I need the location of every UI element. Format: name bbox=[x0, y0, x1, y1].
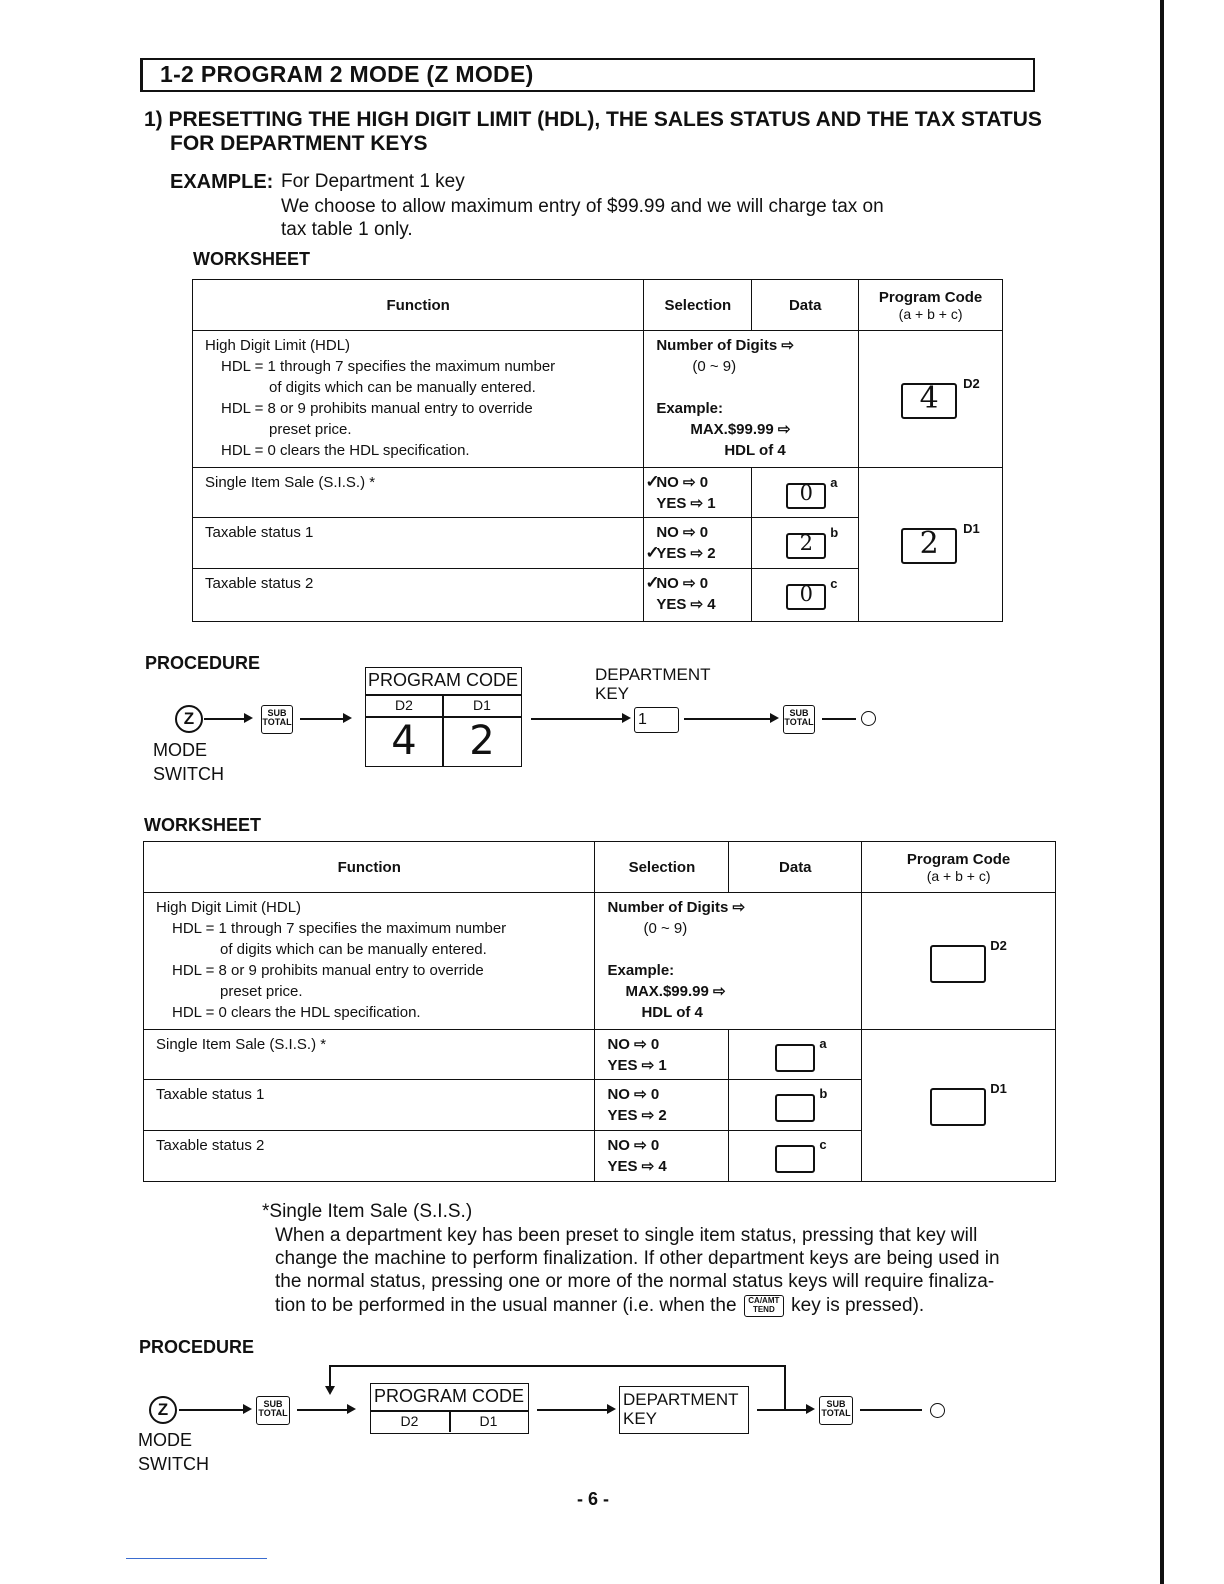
mode-label: MODE bbox=[153, 740, 207, 760]
tax2-data-cell: 0 c bbox=[752, 569, 859, 622]
footnote-line4: tion to be performed in the usual manner (i.e. when the CA/AMT TEND key is pressed). bbox=[275, 1295, 925, 1316]
tax2-selection-cell: ✓ NO ⇨ 0 YES ⇨ 4 bbox=[644, 569, 752, 622]
subtotal-key-icon[interactable]: SUB TOTAL bbox=[261, 705, 293, 734]
tax1-check-mark: ✓ bbox=[645, 543, 660, 562]
d1-label: D1 bbox=[990, 1081, 1007, 1096]
flow-line bbox=[297, 1409, 349, 1411]
tax2-selection-cell: NO ⇨ 0 YES ⇨ 4 bbox=[595, 1131, 729, 1182]
b-value-box: 2 bbox=[786, 533, 826, 559]
c-entry-box[interactable] bbox=[775, 1145, 815, 1173]
sis-selection-cell: NO ⇨ 0 YES ⇨ 1 bbox=[595, 1030, 729, 1080]
header-program-code: Program Code (a + b + c) bbox=[859, 280, 1003, 331]
header-data: Data bbox=[729, 842, 862, 893]
switch-label: SWITCH bbox=[138, 1454, 209, 1474]
header-function: Function bbox=[193, 280, 644, 331]
mode-label: MODE bbox=[138, 1430, 192, 1450]
example-line3: tax table 1 only. bbox=[281, 219, 413, 240]
d1-column-label: D1 bbox=[473, 697, 491, 713]
department-key-label: DEPARTMENT KEY bbox=[623, 1390, 739, 1428]
sis-check-mark: ✓ bbox=[645, 472, 660, 491]
flow-arrow bbox=[343, 713, 352, 723]
tax1-data-cell: 2 b bbox=[752, 518, 859, 569]
flow-arrow bbox=[770, 713, 779, 723]
loop-line bbox=[329, 1365, 784, 1367]
department-1-key-icon[interactable]: 1 bbox=[634, 707, 679, 733]
footnote-line2: change the machine to perform finalization. If other department keys are being used in bbox=[275, 1248, 1000, 1269]
footnote-line3: the normal status, pressing one or more of the normal status keys will require finaliza- bbox=[275, 1271, 995, 1292]
tax2-function-cell: Taxable status 2 bbox=[193, 569, 644, 622]
tax1-selection-cell: NO ⇨ 0 YES ⇨ 2 bbox=[595, 1080, 729, 1131]
header-selection: Selection bbox=[595, 842, 729, 893]
tax2-check-mark: ✓ bbox=[645, 573, 660, 592]
hdl-function-cell: High Digit Limit (HDL) HDL = 1 through 7 specifies the maximum number of digits which can be manually entered. HDL = 8 or 9 prohibits manual entry to override preset price. HDL = 0 clears the HDL specification. bbox=[144, 893, 595, 1030]
header-program-code: Program Code (a + b + c) bbox=[862, 842, 1056, 893]
sis-selection-cell: ✓ NO ⇨ 0 YES ⇨ 1 bbox=[644, 468, 752, 518]
page-edge-bar bbox=[1160, 0, 1164, 1584]
end-circle-icon bbox=[930, 1403, 945, 1418]
flow-arrow bbox=[806, 1404, 815, 1414]
d1-handwritten-value: 2 bbox=[469, 718, 495, 764]
flow-line bbox=[684, 718, 772, 720]
procedure-label-1: PROCEDURE bbox=[145, 653, 261, 673]
example-label: EXAMPLE: bbox=[170, 171, 274, 193]
hdl-selection-cell: Number of Digits ⇨ (0 ~ 9) Example: MAX.$99.99 ⇨ HDL of 4 bbox=[644, 331, 859, 468]
flow-line bbox=[531, 718, 624, 720]
tax1-function-cell: Taxable status 1 bbox=[144, 1080, 595, 1131]
d2-value-box: 4 bbox=[901, 383, 957, 419]
end-circle-icon bbox=[861, 711, 876, 726]
d2-label: D2 bbox=[963, 376, 980, 391]
switch-label: SWITCH bbox=[153, 764, 224, 784]
flow-line bbox=[860, 1409, 922, 1411]
subtotal-key-icon[interactable]: SUB TOTAL bbox=[783, 705, 815, 734]
tax2-function-cell: Taxable status 2 bbox=[144, 1131, 595, 1182]
flow-arrow bbox=[622, 713, 631, 723]
header-selection: Selection bbox=[644, 280, 752, 331]
d2-column-label: D2 bbox=[400, 1413, 419, 1429]
program-code-d2-input[interactable] bbox=[862, 893, 1056, 1030]
sis-function-cell: Single Item Sale (S.I.S.) * bbox=[193, 468, 644, 518]
flow-arrow bbox=[347, 1404, 356, 1414]
b-entry-box[interactable] bbox=[775, 1094, 815, 1122]
d2-entry-box[interactable] bbox=[930, 945, 986, 983]
sis-data-input[interactable]: a bbox=[729, 1030, 862, 1080]
sis-function-cell: Single Item Sale (S.I.S.) * bbox=[144, 1030, 595, 1080]
footnote-title: *Single Item Sale (S.I.S.) bbox=[262, 1201, 473, 1222]
tax2-data-input[interactable]: c bbox=[729, 1131, 862, 1182]
department-key-label: DEPARTMENT KEY bbox=[595, 665, 711, 703]
c-value-box: 0 bbox=[786, 584, 826, 610]
flow-arrow bbox=[244, 713, 253, 723]
flow-line bbox=[757, 1409, 807, 1411]
mode-switch-z-icon: Z bbox=[149, 1396, 177, 1424]
program-code-label-1: PROGRAM CODE bbox=[367, 670, 518, 690]
worksheet-table-2 bbox=[143, 841, 1056, 1182]
flow-line bbox=[537, 1409, 609, 1411]
example-line2: We choose to allow maximum entry of $99.99 and we will charge tax on bbox=[281, 196, 884, 217]
section-title: 1-2 PROGRAM 2 MODE (Z MODE) bbox=[160, 61, 534, 87]
header-data: Data bbox=[752, 280, 859, 331]
a-entry-box[interactable] bbox=[775, 1044, 815, 1072]
loop-arrow bbox=[325, 1386, 335, 1395]
worksheet-label-2: WORKSHEET bbox=[144, 815, 261, 835]
d1-column-label: D1 bbox=[479, 1413, 498, 1429]
flow-line bbox=[822, 718, 856, 720]
page-number: - 6 - bbox=[577, 1489, 610, 1509]
subtotal-key-icon[interactable]: SUB TOTAL bbox=[819, 1396, 853, 1425]
tax1-function-cell: Taxable status 1 bbox=[193, 518, 644, 569]
d1-label: D1 bbox=[963, 521, 980, 536]
program-code-label-2: PROGRAM CODE bbox=[373, 1386, 524, 1406]
heading-line1: 1) PRESETTING THE HIGH DIGIT LIMIT (HDL), THE SALES STATUS AND THE TAX STATUS bbox=[144, 108, 1042, 131]
heading-line2: FOR DEPARTMENT KEYS bbox=[170, 132, 428, 155]
hdl-selection-cell: Number of Digits ⇨ (0 ~ 9) Example: MAX.$99.99 ⇨ HDL of 4 bbox=[595, 893, 862, 1030]
hdl-function-cell: High Digit Limit (HDL) HDL = 1 through 7 specifies the maximum number of digits which can be manually entered. HDL = 8 or 9 prohibits manual entry to override preset price. HDL = 0 clears the HDL specification. bbox=[193, 331, 644, 468]
footer-rule bbox=[126, 1558, 267, 1559]
subtotal-key-icon[interactable]: SUB TOTAL bbox=[256, 1396, 290, 1425]
header-function: Function bbox=[144, 842, 595, 893]
footnote-line1: When a department key has been preset to single item status, pressing that key will bbox=[275, 1225, 978, 1246]
a-value-box: 0 bbox=[786, 483, 826, 509]
worksheet-table-1 bbox=[192, 279, 1003, 622]
program-code-d2-cell bbox=[859, 331, 1003, 468]
program-code-d1-input[interactable] bbox=[862, 1030, 1056, 1182]
flow-line bbox=[300, 718, 345, 720]
d2-label: D2 bbox=[990, 938, 1007, 953]
flow-line bbox=[179, 1409, 245, 1411]
d2-column-label: D2 bbox=[395, 697, 413, 713]
tax1-selection-cell: ✓ NO ⇨ 0 YES ⇨ 2 bbox=[644, 518, 752, 569]
d1-value-box: 2 bbox=[901, 528, 957, 564]
d2-handwritten-value: 4 bbox=[391, 718, 417, 764]
ca-amt-tend-key-icon[interactable]: CA/AMT TEND bbox=[744, 1295, 784, 1317]
loop-line bbox=[784, 1365, 786, 1410]
flow-arrow bbox=[243, 1404, 252, 1414]
procedure-label-2: PROCEDURE bbox=[139, 1337, 255, 1357]
sis-data-cell: 0 a bbox=[752, 468, 859, 518]
example-line1: For Department 1 key bbox=[281, 171, 465, 192]
worksheet-label-1: WORKSHEET bbox=[193, 249, 310, 269]
program-code-d1-cell bbox=[859, 468, 1003, 622]
flow-line bbox=[204, 718, 246, 720]
mode-switch-z-icon: Z bbox=[175, 705, 203, 733]
tax1-data-input[interactable]: b bbox=[729, 1080, 862, 1131]
flow-arrow bbox=[607, 1404, 616, 1414]
d1-entry-box[interactable] bbox=[930, 1088, 986, 1126]
